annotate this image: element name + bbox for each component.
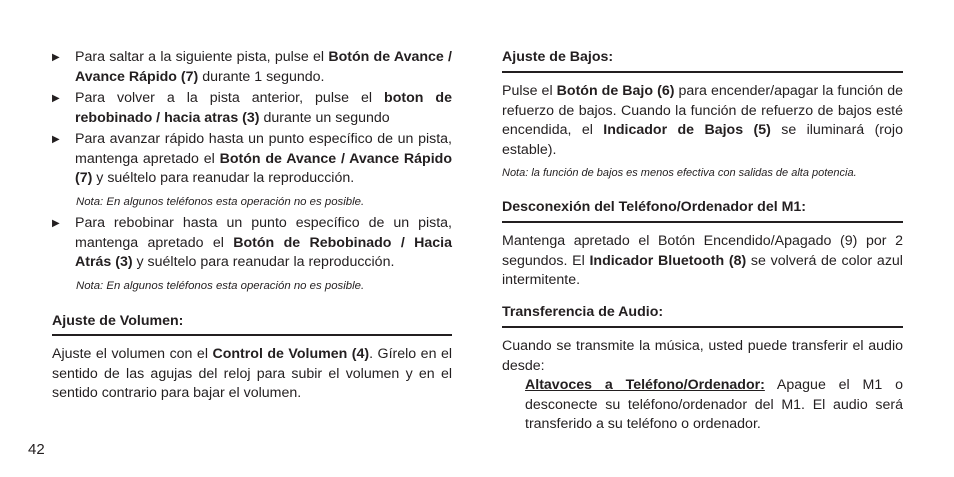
bullet-fast-forward: ▶ Para avanzar rápido hasta un punto específico de un pista, mantenga apretado el Botón de Avance / Avance Rápido (7) y suéltelo para reanudar la reproducción. — [52, 130, 452, 189]
volume-heading-rule — [52, 334, 452, 336]
bass-note: Nota: la función de bajos es menos efectiva con salidas de alta potencia. — [502, 167, 857, 179]
transfer-speakers-to-phone: Altavoces a Teléfono/Ordenador: Apague el M1 o desconecte su teléfono/ordenador del M1. El audio será transferido a su teléfono o ordenador. — [525, 377, 903, 432]
volume-paragraph: Ajuste el volumen con el Control de Volumen (4). Gírelo en el sentido de las agujas del reloj para subir el volumen y en el sentido contrario para bajar el volumen. — [52, 346, 452, 401]
transfer-intro: Cuando se transmite la música, usted puede transferir el audio desde: — [502, 338, 903, 374]
note-not-possible-1: Nota: En algunos teléfonos esta operación no es posible. — [76, 196, 365, 208]
transfer-heading-rule — [502, 326, 903, 328]
bass-heading-rule — [502, 71, 903, 73]
bullet-next-track: ▶ Para saltar a la siguiente pista, pulse el Botón de Avance / Avance Rápido (7) durante 1 segundo. — [52, 48, 452, 87]
bullet-previous-track: ▶ Para volver a la pista anterior, pulse el boton de rebobinado / hacia atras (3) durante un segundo — [52, 89, 452, 128]
bullet-triangle-icon: ▶ — [52, 134, 60, 145]
bullet-triangle-icon: ▶ — [52, 52, 60, 63]
bullet-triangle-icon: ▶ — [52, 218, 60, 229]
disconnect-heading-rule — [502, 221, 903, 223]
volume-heading: Ajuste de Volumen: — [52, 313, 184, 329]
note-not-possible-2: Nota: En algunos teléfonos esta operación no es posible. — [76, 280, 365, 292]
transfer-heading: Transferencia de Audio: — [502, 304, 664, 320]
bullet-rewind: ▶ Para rebobinar hasta un punto específico de un pista, mantenga apretado el Botón de Rebobinado / Hacia Atrás (3) y suéltelo para reanudar la reproducción. — [52, 214, 452, 273]
page-number: 42 — [28, 441, 45, 458]
bullet-triangle-icon: ▶ — [52, 93, 60, 104]
bass-paragraph: Pulse el Botón de Bajo (6) para encender/apagar la función de refuerzo de bajos. Cuando la función de refuerzo de bajos esté encendida, el Indicador de Bajos (5) se iluminará (rojo estable). — [502, 83, 903, 158]
disconnect-heading: Desconexión del Teléfono/Ordenador del M1: — [502, 199, 807, 215]
disconnect-paragraph: Mantenga apretado el Botón Encendido/Apagado (9) por 2 segundos. El Indicador Bluetooth (8) se volverá de color azul intermitente. — [502, 233, 903, 288]
bass-heading: Ajuste de Bajos: — [502, 49, 614, 65]
